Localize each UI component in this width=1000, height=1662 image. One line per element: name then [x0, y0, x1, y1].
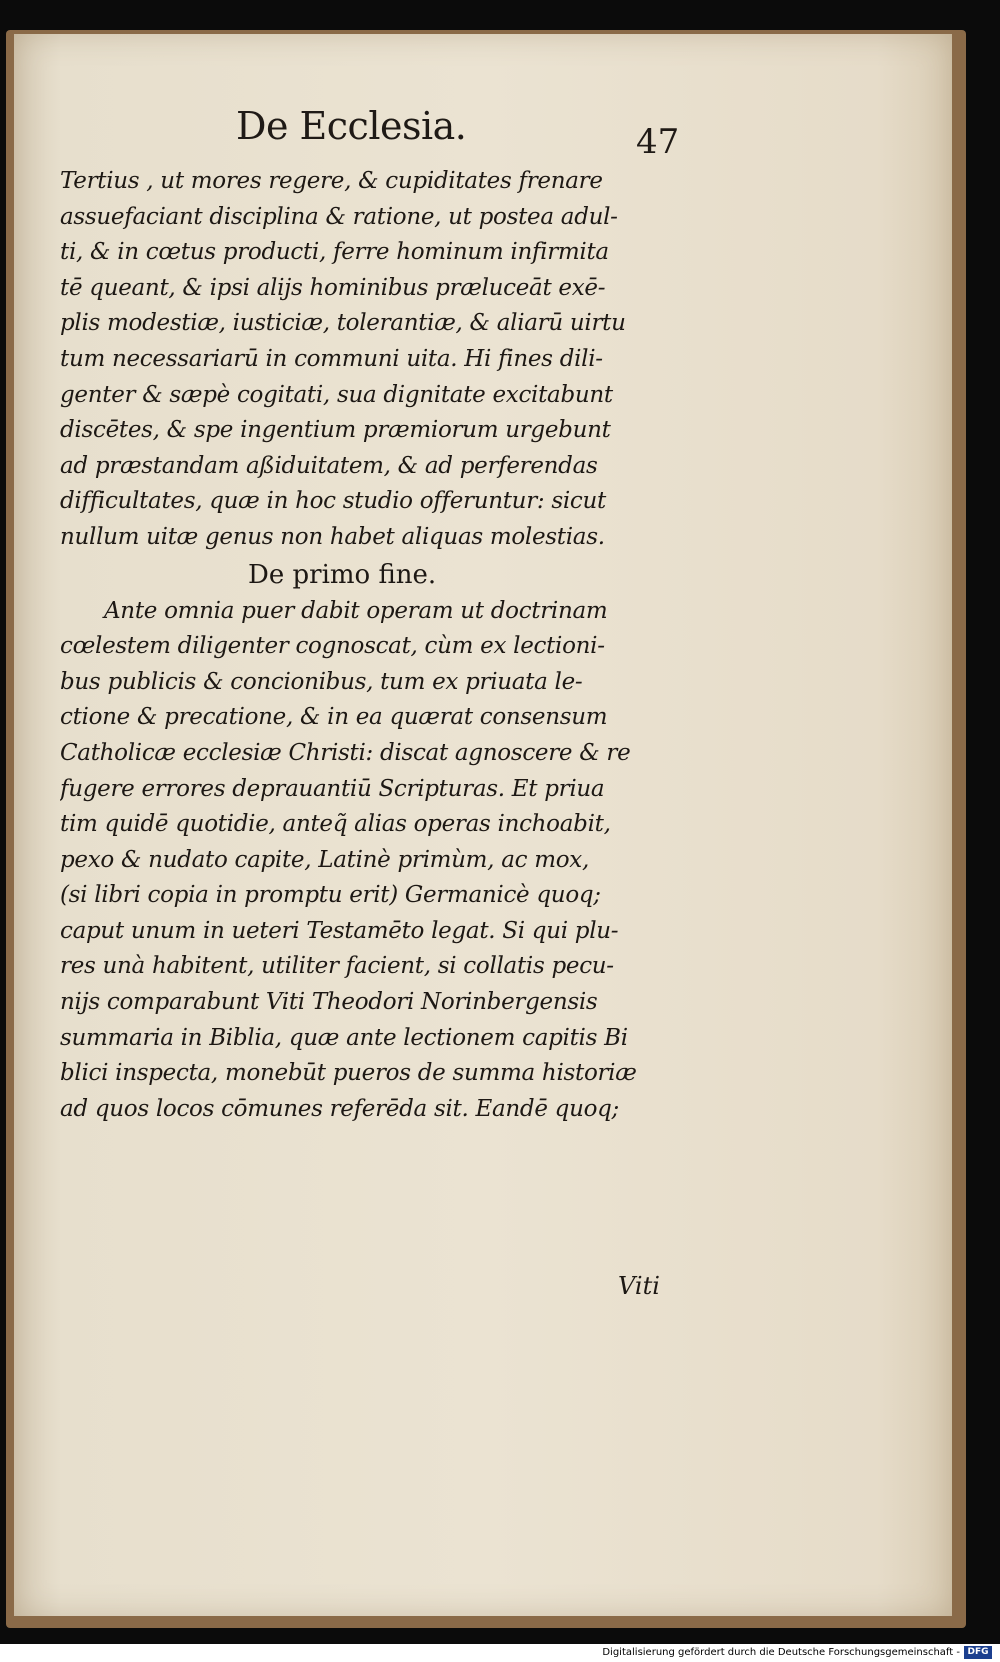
- text-line: assuefaciant disciplina & ratione, ut postea adul-: [60, 203, 618, 230]
- text-line: ad præstandam aßiduitatem, & ad perferendas: [60, 452, 598, 479]
- text-line: fugere errores deprauantiū Scripturas. Et priua: [60, 775, 605, 802]
- text-line: cœlestem diligenter cognoscat, cùm ex lectioni-: [60, 633, 605, 660]
- text-line: nijs comparabunt Viti Theodori Norinbergensis: [60, 989, 598, 1016]
- text-line: difficultates, quæ in hoc studio offeruntur: sicut: [60, 488, 606, 515]
- page-number: 47: [636, 122, 680, 162]
- text-line: blici inspecta, monebūt pueros de summa historiæ: [60, 1060, 637, 1087]
- text-line: summaria in Biblia, quæ ante lectionem capitis Bi: [60, 1024, 628, 1051]
- text-line: tum necessariarū in communi uita. Hi fines dili-: [60, 345, 603, 372]
- text-line: genter & sæpè cogitati, sua dignitate excitabunt: [60, 381, 613, 408]
- text-line: pexo & nudato capite, Latinè primùm, ac mox,: [60, 846, 589, 873]
- text-line: plis modestiæ, iusticiæ, tolerantiæ, & aliarū uirtu: [60, 310, 626, 337]
- text-line: Ante omnia puer dabit operam ut doctrinam: [104, 597, 608, 624]
- text-line: Catholicæ ecclesiæ Christi: discat agnoscere & re: [60, 739, 631, 766]
- text-line: discētes, & spe ingentium præmiorum urgebunt: [60, 417, 611, 444]
- text-line: tim quidē quotidie, anteq̃ alias operas inchoabit,: [60, 811, 611, 838]
- text-line: ti, & in cœtus producti, ferre hominum infirmita: [60, 239, 609, 266]
- text-line: tē queant, & ipsi alijs hominibus præluceāt exē-: [60, 274, 606, 301]
- dfg-logo-icon: DFG: [964, 1646, 992, 1659]
- running-head: De Ecclesia.: [236, 104, 467, 148]
- text-line: ad quos locos cōmunes referēda sit. Eandē quoq;: [60, 1095, 620, 1122]
- text-line: (si libri copia in promptu erit) Germanicè quoq;: [60, 882, 601, 909]
- text-line: res unà habitent, utiliter facient, si collatis pecu-: [60, 953, 614, 980]
- text-line: nullum uitæ genus non habet aliquas molestias.: [60, 523, 605, 550]
- footer-credit: Digitalisierung gefördert durch die Deutsche Forschungsgemeinschaft -: [602, 1647, 960, 1658]
- section-heading: De primo fine.: [248, 559, 437, 590]
- text-line: bus publicis & concionibus, tum ex priuata le-: [60, 668, 583, 695]
- text-line: caput unum in ueteri Testamēto legat. Si qui plu-: [60, 917, 619, 944]
- catchword: Viti: [618, 1272, 660, 1300]
- text-line: Tertius , ut mores regere, & cupiditates frenare: [60, 168, 603, 194]
- text-line: ctione & precatione, & in ea quærat consensum: [60, 704, 608, 731]
- text-block: [60, 164, 696, 1127]
